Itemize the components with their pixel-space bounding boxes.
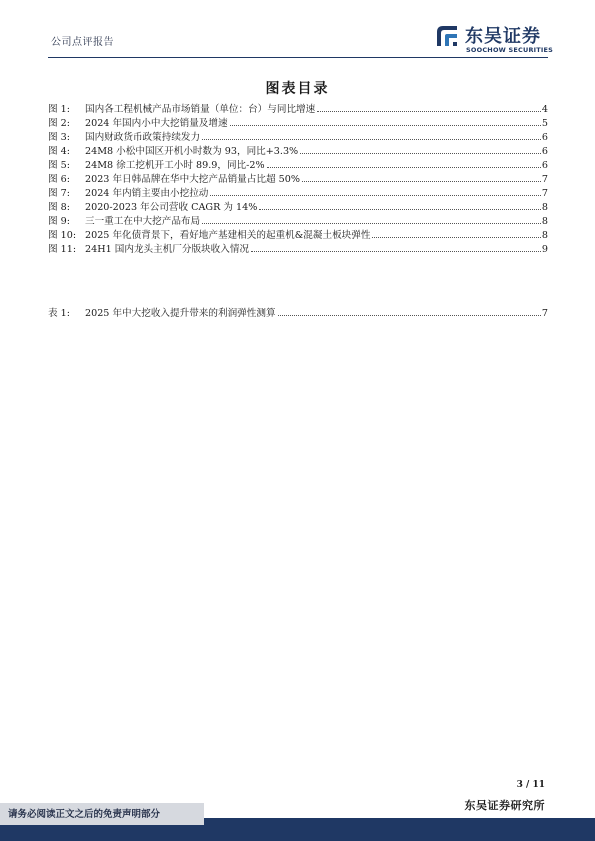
toc-leader xyxy=(202,139,541,140)
toc-entry-page: 6 xyxy=(541,160,548,171)
toc-entry-number: 图 3: xyxy=(48,132,70,143)
toc-entry-title: 2023 年日韩品牌在华中大挖产品销量占比超 50% xyxy=(85,174,300,185)
toc-entry[interactable] xyxy=(48,229,548,243)
toc-leader xyxy=(302,181,541,182)
page-indicator: 3 / 11 xyxy=(516,780,545,790)
toc-entry-number: 图 8: xyxy=(48,202,70,213)
toc-leader xyxy=(278,315,541,316)
toc-entry-number: 表 1: xyxy=(48,308,70,319)
toc-leader xyxy=(259,209,541,210)
brand-name-en: SOOCHOW SECURITIES xyxy=(466,46,554,54)
toc-entry-title: 2020-2023 年公司营收 CAGR 为 14% xyxy=(85,202,258,213)
report-type-label: 公司点评报告 xyxy=(51,37,114,48)
footer-org-name: 东吴证券研究所 xyxy=(464,799,545,812)
toc-entry[interactable] xyxy=(48,117,548,131)
toc-entry-number: 图 2: xyxy=(48,118,70,129)
toc-entry-number: 图 6: xyxy=(48,174,70,185)
toc-entry-title: 24H1 国内龙头主机厂分版块收入情况 xyxy=(85,244,250,255)
toc-entry-number: 图 4: xyxy=(48,146,70,157)
toc-entry-page: 5 xyxy=(541,118,548,129)
footer-disclaimer: 请务必阅读正文之后的免责声明部分 xyxy=(8,809,161,820)
toc-entry-title: 2024 年国内小中大挖销量及增速 xyxy=(85,118,228,129)
toc-entry-number: 图 5: xyxy=(48,160,70,171)
brand-name-cn: 东吴证券 xyxy=(465,26,541,47)
figures-toc xyxy=(48,103,548,257)
toc-entry-number: 图 9: xyxy=(48,216,70,227)
toc-entry-page: 7 xyxy=(541,174,548,185)
toc-entry-number: 图 1: xyxy=(48,104,70,115)
toc-title: 图表目录 xyxy=(265,81,330,97)
toc-entry[interactable] xyxy=(48,187,548,201)
toc-entry-number: 图 11: xyxy=(48,244,77,255)
toc-entry-number: 图 10: xyxy=(48,230,77,241)
toc-entry-page: 8 xyxy=(541,230,548,241)
toc-entry-title: 24M8 小松中国区开机小时数为 93，同比+3.3% xyxy=(85,146,299,157)
toc-leader xyxy=(372,237,540,238)
toc-entry-page: 8 xyxy=(541,202,548,213)
toc-entry-page: 6 xyxy=(541,146,548,157)
toc-entry-page: 7 xyxy=(541,308,548,319)
toc-entry[interactable] xyxy=(48,201,548,215)
toc-entry-title: 2025 年化债背景下，看好地产基建相关的起重机&混凝土板块弹性 xyxy=(85,230,371,241)
toc-entry-page: 7 xyxy=(541,188,548,199)
toc-entry[interactable] xyxy=(48,131,548,145)
toc-entry[interactable] xyxy=(48,159,548,173)
toc-entry[interactable] xyxy=(48,243,548,257)
toc-entry-title: 24M8 徐工挖机开工小时 89.9，同比-2% xyxy=(85,160,265,171)
tables-toc xyxy=(48,307,548,321)
toc-entry-page: 8 xyxy=(541,216,548,227)
toc-entry[interactable] xyxy=(48,215,548,229)
toc-entry-page: 9 xyxy=(541,244,548,255)
toc-entry-page: 6 xyxy=(541,132,548,143)
toc-entry-title: 2025 年中大挖收入提升带来的利润弹性测算 xyxy=(85,308,276,319)
toc-entry-title: 国内财政货币政策持续发力 xyxy=(85,132,201,143)
brand-logo xyxy=(433,22,563,56)
toc-entry-title: 三一重工在中大挖产品布局 xyxy=(85,216,201,227)
toc-leader xyxy=(202,223,541,224)
toc-entry[interactable] xyxy=(48,307,548,321)
toc-entry-number: 图 7: xyxy=(48,188,70,199)
toc-entry[interactable] xyxy=(48,145,548,159)
toc-leader xyxy=(317,111,541,112)
toc-entry[interactable] xyxy=(48,103,548,117)
toc-leader xyxy=(300,153,541,154)
toc-leader xyxy=(251,251,541,252)
toc-leader xyxy=(267,167,541,168)
soochow-logo-icon xyxy=(433,22,461,50)
toc-entry[interactable] xyxy=(48,173,548,187)
toc-leader xyxy=(230,125,541,126)
toc-entry-page: 4 xyxy=(541,104,548,115)
toc-leader xyxy=(210,195,540,196)
header-divider xyxy=(48,57,548,58)
toc-entry-title: 2024 年内销主要由小挖拉动 xyxy=(85,188,209,199)
toc-entry-title: 国内各工程机械产品市场销量（单位：台）与同比增速 xyxy=(85,104,316,115)
